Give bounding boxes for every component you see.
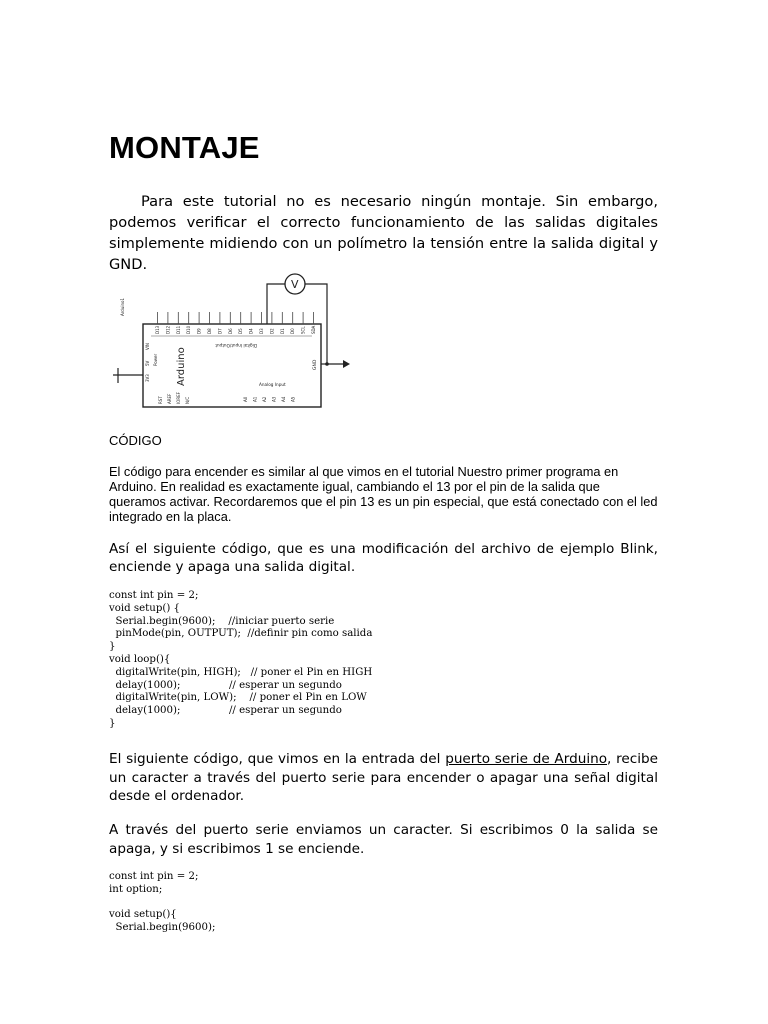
top-pin-label: D2: [269, 328, 275, 334]
power-label: Power: [153, 353, 158, 366]
gnd-label: GND: [313, 359, 318, 370]
serial-text-after: , recibe un caracter a través del puerto serie para encender o apagar una señal digital desde el ordenador.: [109, 751, 658, 804]
top-pin-label: D10: [186, 325, 192, 334]
top-pin-label: D11: [175, 325, 181, 334]
digital-io-label: Digital Input/Output: [215, 343, 257, 348]
intro-paragraph: Para este tutorial no es necesario ningún montaje. Sin embargo, podemos verificar el correcto funcionamiento de las salidas digitales simplemente midiendo con un polímetro la tensión entre la salida digital y GND.: [109, 193, 658, 273]
codigo-paragraph: El código para encender es similar al que vimos en el tutorial Nuestro primer programa en Arduino. En realidad es exactamente igual, cambiando el 13 por el pin de la salida que queramos activar. Recordaremos que el pin 13 es un pin especial, que está conectado con el led integrado en la placa.: [109, 464, 658, 524]
bottom-pin-label: IOREF: [176, 392, 181, 404]
top-pin-label: SCL: [300, 326, 306, 334]
top-pin-label: D9: [196, 328, 202, 334]
voltmeter-label: V: [291, 278, 299, 291]
top-pin-label: SDA: [311, 325, 316, 334]
arduino1-label: Arduino1: [120, 297, 125, 316]
page-title: MONTAJE: [109, 130, 260, 165]
left-pin-label: 3V3: [145, 374, 150, 382]
analog-pin-label: A4: [281, 396, 286, 402]
bottom-pin-label: N/C: [185, 396, 190, 404]
analog-input-label: Analog Input: [259, 382, 286, 387]
top-pin-label: D6: [227, 328, 233, 334]
top-pin-label: D1: [279, 328, 285, 334]
serial-text-before: El siguiente código, que vimos en la entrada del: [109, 751, 446, 767]
analog-pin-label: A0: [243, 396, 248, 402]
analog-pin-label: A1: [252, 396, 258, 402]
blink-intro-paragraph: Así el siguiente código, que es una modificación del archivo de ejemplo Blink, enciende y apaga una salida digital.: [109, 541, 658, 575]
arduino-wiring-diagram: [107, 268, 357, 428]
serial-paragraph: [109, 750, 658, 806]
top-pin-label: D3: [259, 328, 264, 334]
analog-pin-label: A3: [271, 396, 277, 402]
option-paragraph: A través del puerto serie enviamos un caracter. Si escribimos 0 la salida se apaga, y si escribimos 1 se enciende.: [109, 822, 658, 857]
top-pin-label: D13: [155, 325, 160, 334]
left-pin-label: 5V: [145, 360, 150, 366]
ground-arrow-icon: [343, 360, 350, 368]
left-pin-label: VIN: [145, 343, 150, 350]
top-pin-label: D5: [238, 328, 244, 334]
bottom-pin-label: AREF: [167, 393, 172, 404]
top-pin-label: D8: [207, 328, 212, 334]
analog-pin-label: A5: [290, 396, 296, 402]
top-pin-label: D12: [165, 325, 171, 334]
code-block-blink: const int pin = 2; void setup() { Serial.begin(9600); //iniciar puerto serie pinMode(pin, OUTPUT); //definir pin como salida } void loop(){ digitalWrite(pin, HIGH); // poner el Pin en HIGH delay(1000); // esperar un segundo digitalWrite(pin, LOW); // poner el Pin en LOW delay(1000); // esperar un segundo }: [109, 590, 373, 729]
top-pin-label: D7: [217, 328, 223, 334]
top-pin-label: D4: [248, 328, 254, 334]
board-label: Arduino: [176, 347, 187, 386]
top-pin-label: D0: [290, 328, 296, 334]
codigo-heading: CÓDIGO: [109, 433, 162, 448]
bottom-pin-label: RST: [158, 396, 163, 404]
code-block-serial: const int pin = 2; int option; void setup(){ Serial.begin(9600);: [109, 871, 216, 934]
analog-pin-label: A2: [262, 396, 267, 402]
puerto-serie-link[interactable]: puerto serie de Arduino: [445, 751, 608, 767]
